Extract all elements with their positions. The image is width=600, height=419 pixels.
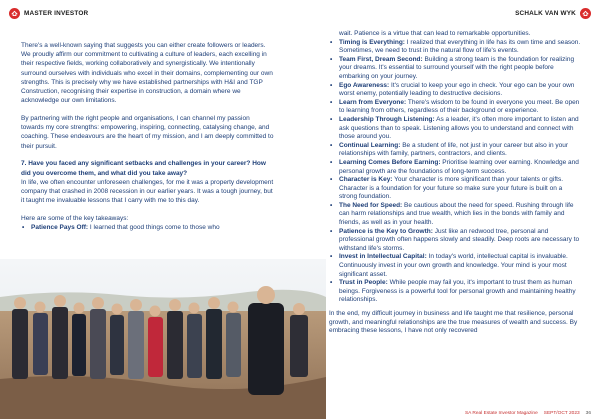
- question-heading: 7. Have you faced any significant setbacks and challenges in your career? How did you overcome them, and what did you take away?: [21, 160, 266, 177]
- team-photo: [0, 259, 326, 419]
- list-item: • Character is Key: Your character is more significant than your talents or gifts. Character is a foundation for your future so make sure your future is built on a strong foundation.: [329, 176, 581, 202]
- list-item: • Learning Comes Before Earning: Prioritise learning over earning. Knowledge and personal growth are the foundations of long-term success.: [329, 159, 581, 176]
- paragraph-core-strengths: By partnering with the right people and organisations, I can channel my passion towards my core strengths: empowering, inspiring, connecting, catalysing change, and coaching. These endeavours are the heart of my mission, and I am deeply committed to their pursuit.: [21, 115, 274, 150]
- list-item: • Timing is Everything: I realized that everything in life has its own time and season. Sometimes, we need to trust in the natural flow of life's events.: [329, 39, 581, 56]
- page-number: 36: [585, 411, 591, 416]
- list-item: • Invest in Intellectual Capital: In today's world, intellectual capital is invaluable. Continuously invest in your own growth and knowledge. Your mind is your most significant asset.: [329, 253, 581, 279]
- list-item: • Continual Learning: Be a student of life, not just in your career but also in your relationships with family, partners, contractors, and clients.: [329, 142, 581, 159]
- list-item: • The Need for Speed: Be cautious about the need for speed. Rushing through life can harm relationships and true wealth, which lies in the bonds with family and friends, as well as in your health.: [329, 202, 581, 228]
- list-item: • Patience is the Key to Growth: Just like an redwood tree, personal and professional growth often happens slowly and steadily. Deep roots are necessary to withstand life's storms.: [329, 228, 581, 254]
- author-name: SCHALK VAN WYK: [515, 9, 576, 17]
- left-column: [21, 41, 274, 232]
- page-footer: [465, 411, 591, 416]
- header-right: [515, 5, 591, 21]
- header-left: [9, 5, 88, 21]
- paragraph-followers-leaders: There's a well-known saying that suggests you can either create followers or leaders. We proudly affirm our commitment to cultivating a culture of leaders, each excelling in their respective fields, working collaboratively and synergistically. We intentionally surround ourselves with individuals who excel in their domains, complementing our own strengths. This is precisely why we have established partnerships with H&I and TGP Construction, recognising their expertise in construction, a domain where we acknowledge our own limitations.: [21, 42, 273, 105]
- magazine-name: SA Real Estate Investor Magazine: [464, 411, 538, 416]
- house-icon: [9, 8, 20, 19]
- issue-date: SEPT/OCT 2023: [543, 411, 580, 416]
- list-item: • Leadership Through Listening: As a leader, it's often more important to listen and ask questions than to speak. Listening allows you to understand and connect with those around you.: [329, 116, 581, 142]
- list-item: • Trust in People: While people may fail you, it's important to trust them as human beings. Forgiveness is a powerful tool for personal growth and maintaining healthy relationships.: [329, 279, 581, 305]
- house-icon: [580, 8, 591, 19]
- list-item: • Ego Awareness: It's crucial to keep your ego in check. Your ego can be your own worst enemy, potentially leading to destructive decisions.: [329, 82, 581, 99]
- list-item: • Team First, Dream Second: Building a strong team is the foundation for realizing your dreams. It's essential to surround yourself with the right people before embarking on your journey.: [329, 56, 581, 82]
- list-item: • Learn from Everyone: There's wisdom to be found in everyone you meet. Be open to learning from others, regardless of their background or experience.: [329, 99, 581, 116]
- answer-paragraph: In life, we often encounter unforeseen challenges, for me it was a property development company that crashed in 2008 recession in our earlier years. It was a tough journey, but it taught me invaluable lessons that I carry with me to this day.: [21, 178, 274, 205]
- closing-paragraph: In the end, my difficult journey in business and life taught me that resilience, personal growth, and meaningful relationships are the true measures of wealth and success. By embracing these lessons, I have not only recovered: [329, 310, 578, 335]
- takeaways-list-start: [21, 223, 274, 232]
- continued-item-text: wait. Patience is a virtue that can lead to remarkable opportunities.: [339, 30, 531, 37]
- list-item: • Patience Pays Off: I learned that good things come to those who: [21, 223, 274, 232]
- takeaways-intro: Here are some of the key takeaways:: [21, 215, 129, 223]
- right-column: [329, 30, 581, 336]
- takeaways-list: [329, 39, 581, 305]
- section-title: MASTER INVESTOR: [24, 9, 89, 17]
